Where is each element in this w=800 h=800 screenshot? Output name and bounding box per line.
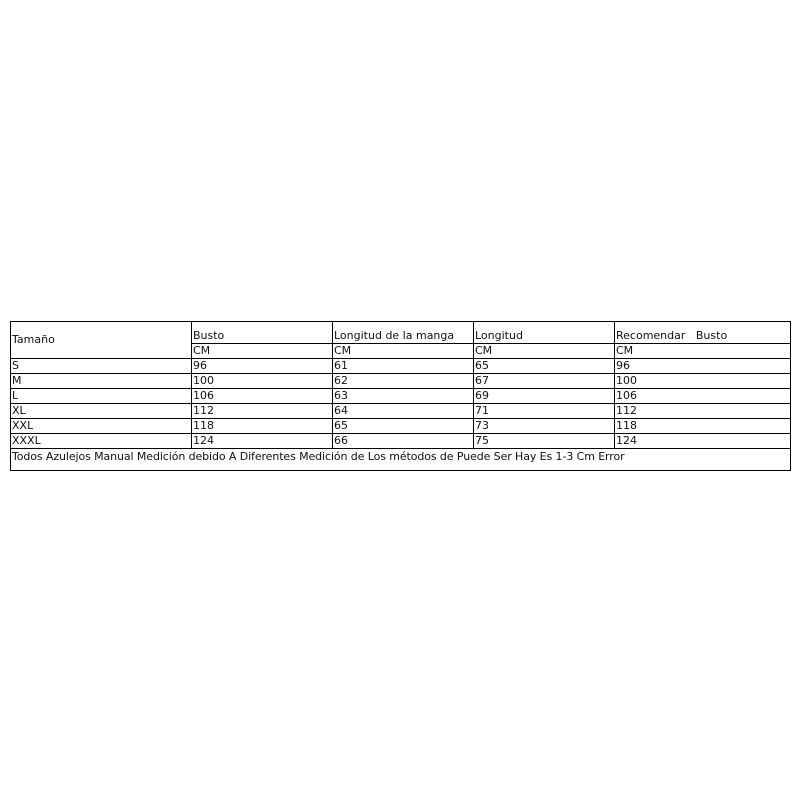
table-row — [11, 419, 791, 434]
value-cell: 112 — [615, 404, 791, 419]
value-cell: 64 — [333, 404, 474, 419]
column-header-length: Longitud — [474, 322, 615, 344]
value-cell: 106 — [615, 389, 791, 404]
value-cell: 124 — [615, 434, 791, 449]
unit-cell: CM — [615, 344, 791, 359]
header-row — [11, 322, 791, 344]
unit-cell: CM — [333, 344, 474, 359]
value-cell: 96 — [192, 359, 333, 374]
unit-cell: CM — [474, 344, 615, 359]
value-cell: 73 — [474, 419, 615, 434]
size-cell: M — [11, 374, 192, 389]
value-cell: 63 — [333, 389, 474, 404]
size-cell: XXXL — [11, 434, 192, 449]
value-cell: 65 — [474, 359, 615, 374]
table-row — [11, 404, 791, 419]
value-cell: 100 — [192, 374, 333, 389]
column-header-recommended-bust: Recomendar Busto — [615, 322, 791, 344]
value-cell: 71 — [474, 404, 615, 419]
value-cell: 118 — [615, 419, 791, 434]
unit-cell: CM — [192, 344, 333, 359]
value-cell: 96 — [615, 359, 791, 374]
value-cell: 118 — [192, 419, 333, 434]
value-cell: 106 — [192, 389, 333, 404]
value-cell: 75 — [474, 434, 615, 449]
table-row — [11, 374, 791, 389]
note-row — [11, 449, 791, 471]
size-header-cell: Tamaño — [11, 322, 192, 359]
table-row — [11, 359, 791, 374]
column-header-bust: Busto — [192, 322, 333, 344]
size-chart-table — [10, 321, 791, 471]
value-cell: 65 — [333, 419, 474, 434]
size-cell: L — [11, 389, 192, 404]
value-cell: 124 — [192, 434, 333, 449]
size-cell: S — [11, 359, 192, 374]
size-cell: XXL — [11, 419, 192, 434]
measurement-note: Todos Azulejos Manual Medición debido A Diferentes Medición de Los métodos de Puede Ser Hay Es 1-3 Cm Error — [11, 449, 791, 471]
value-cell: 69 — [474, 389, 615, 404]
value-cell: 67 — [474, 374, 615, 389]
column-header-sleeve-length: Longitud de la manga — [333, 322, 474, 344]
table-row — [11, 389, 791, 404]
value-cell: 61 — [333, 359, 474, 374]
value-cell: 112 — [192, 404, 333, 419]
value-cell: 66 — [333, 434, 474, 449]
table-row — [11, 434, 791, 449]
size-cell: XL — [11, 404, 192, 419]
value-cell: 62 — [333, 374, 474, 389]
value-cell: 100 — [615, 374, 791, 389]
